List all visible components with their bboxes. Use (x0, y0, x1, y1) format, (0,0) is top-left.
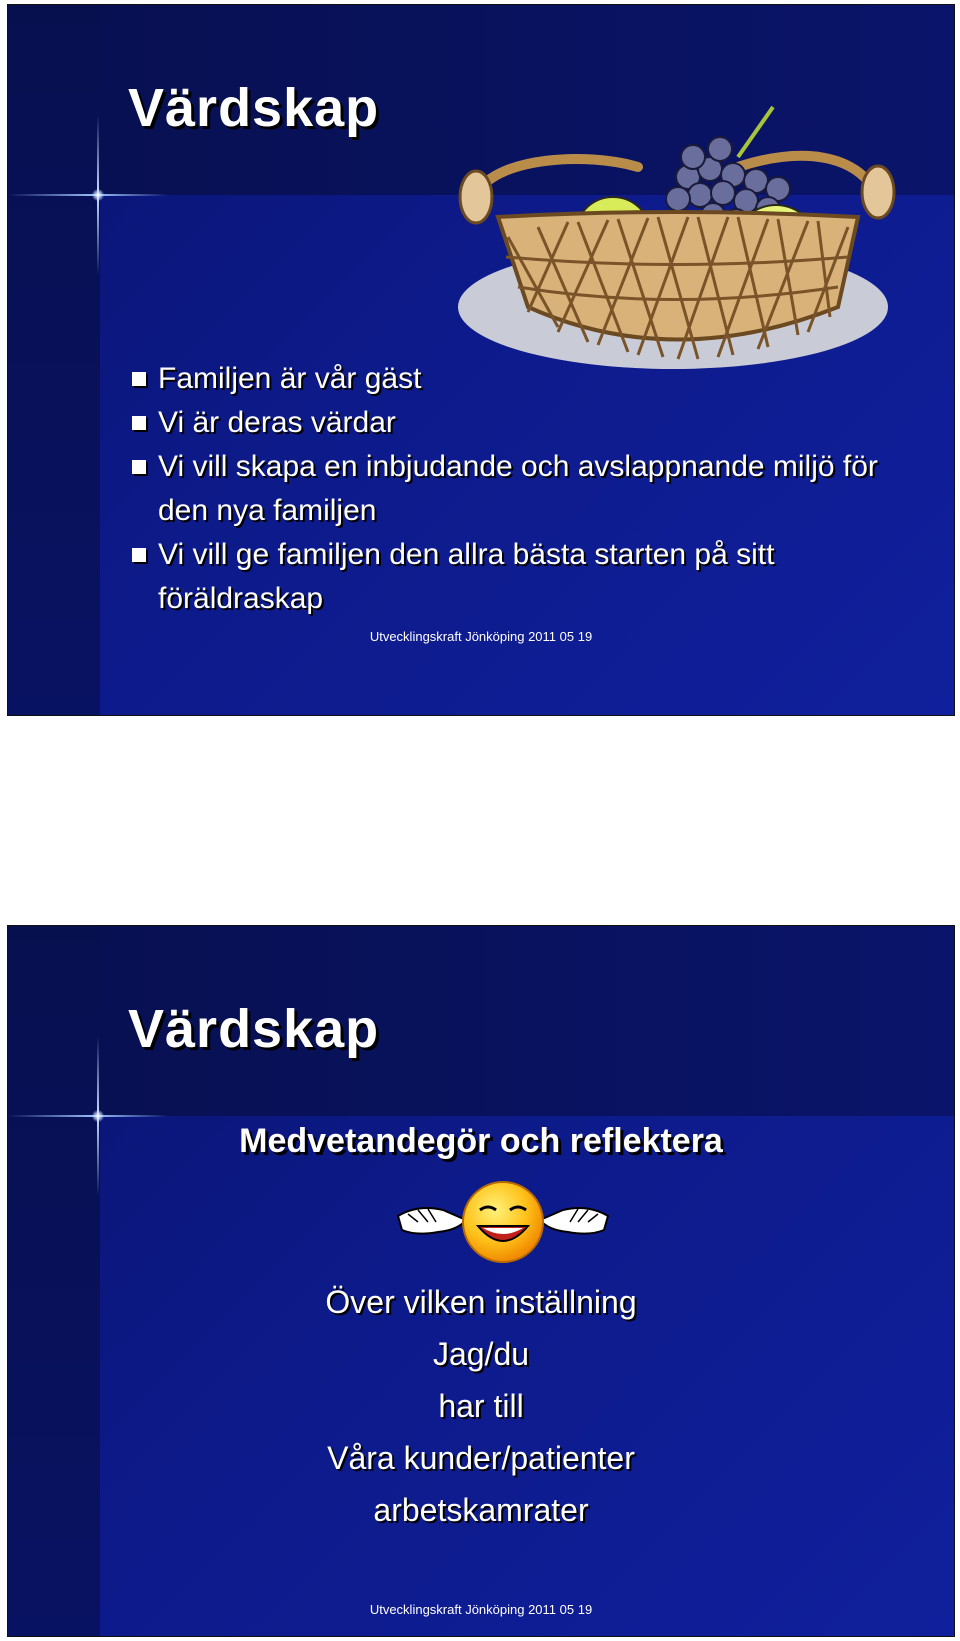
light-flare-dot (92, 189, 104, 201)
bullet-item: Familjen är vår gäst (128, 357, 928, 401)
text-line: Jag/du (432, 1336, 530, 1372)
bullet-item: Vi är deras värdar (128, 401, 928, 445)
right-hand-icon (540, 1208, 608, 1234)
left-hand-icon (398, 1208, 466, 1234)
slide-footer: Utvecklingskraft Jönköping 2011 05 19 (369, 1602, 593, 1617)
text-line: har till (438, 1388, 524, 1424)
slide-title: Värdskap (128, 78, 380, 138)
bullet-item: Vi vill skapa en inbjudande och avslappnande miljö för den nya familjen (128, 445, 928, 533)
bullet-item: Vi vill ge familjen den allra bästa starten på sitt föräldraskap (128, 533, 928, 621)
reflection-lines (8, 1276, 954, 1536)
left-band (8, 5, 100, 715)
bullet-list (128, 357, 928, 621)
bullet-square-icon (132, 416, 146, 430)
light-flare-horizontal (8, 1115, 168, 1117)
light-flare-dot (92, 1110, 104, 1122)
text-line: Över vilken inställning (325, 1284, 637, 1320)
light-flare-horizontal (8, 194, 168, 196)
bullet-square-icon (132, 372, 146, 386)
slide-subtitle: Medvetandegör och reflektera (239, 1122, 723, 1160)
fruit-basket-icon (438, 97, 908, 387)
slide-title: Värdskap (128, 999, 380, 1059)
bullet-square-icon (132, 548, 146, 562)
text-line: arbetskamrater (373, 1492, 589, 1528)
slide-footer: Utvecklingskraft Jönköping 2011 05 19 (369, 629, 593, 644)
bullet-square-icon (132, 460, 146, 474)
text-line: Våra kunder/patienter (327, 1440, 635, 1476)
smiley-open-hands-icon (388, 1176, 618, 1268)
slide-1 (7, 4, 955, 716)
slide-2 (7, 925, 955, 1637)
